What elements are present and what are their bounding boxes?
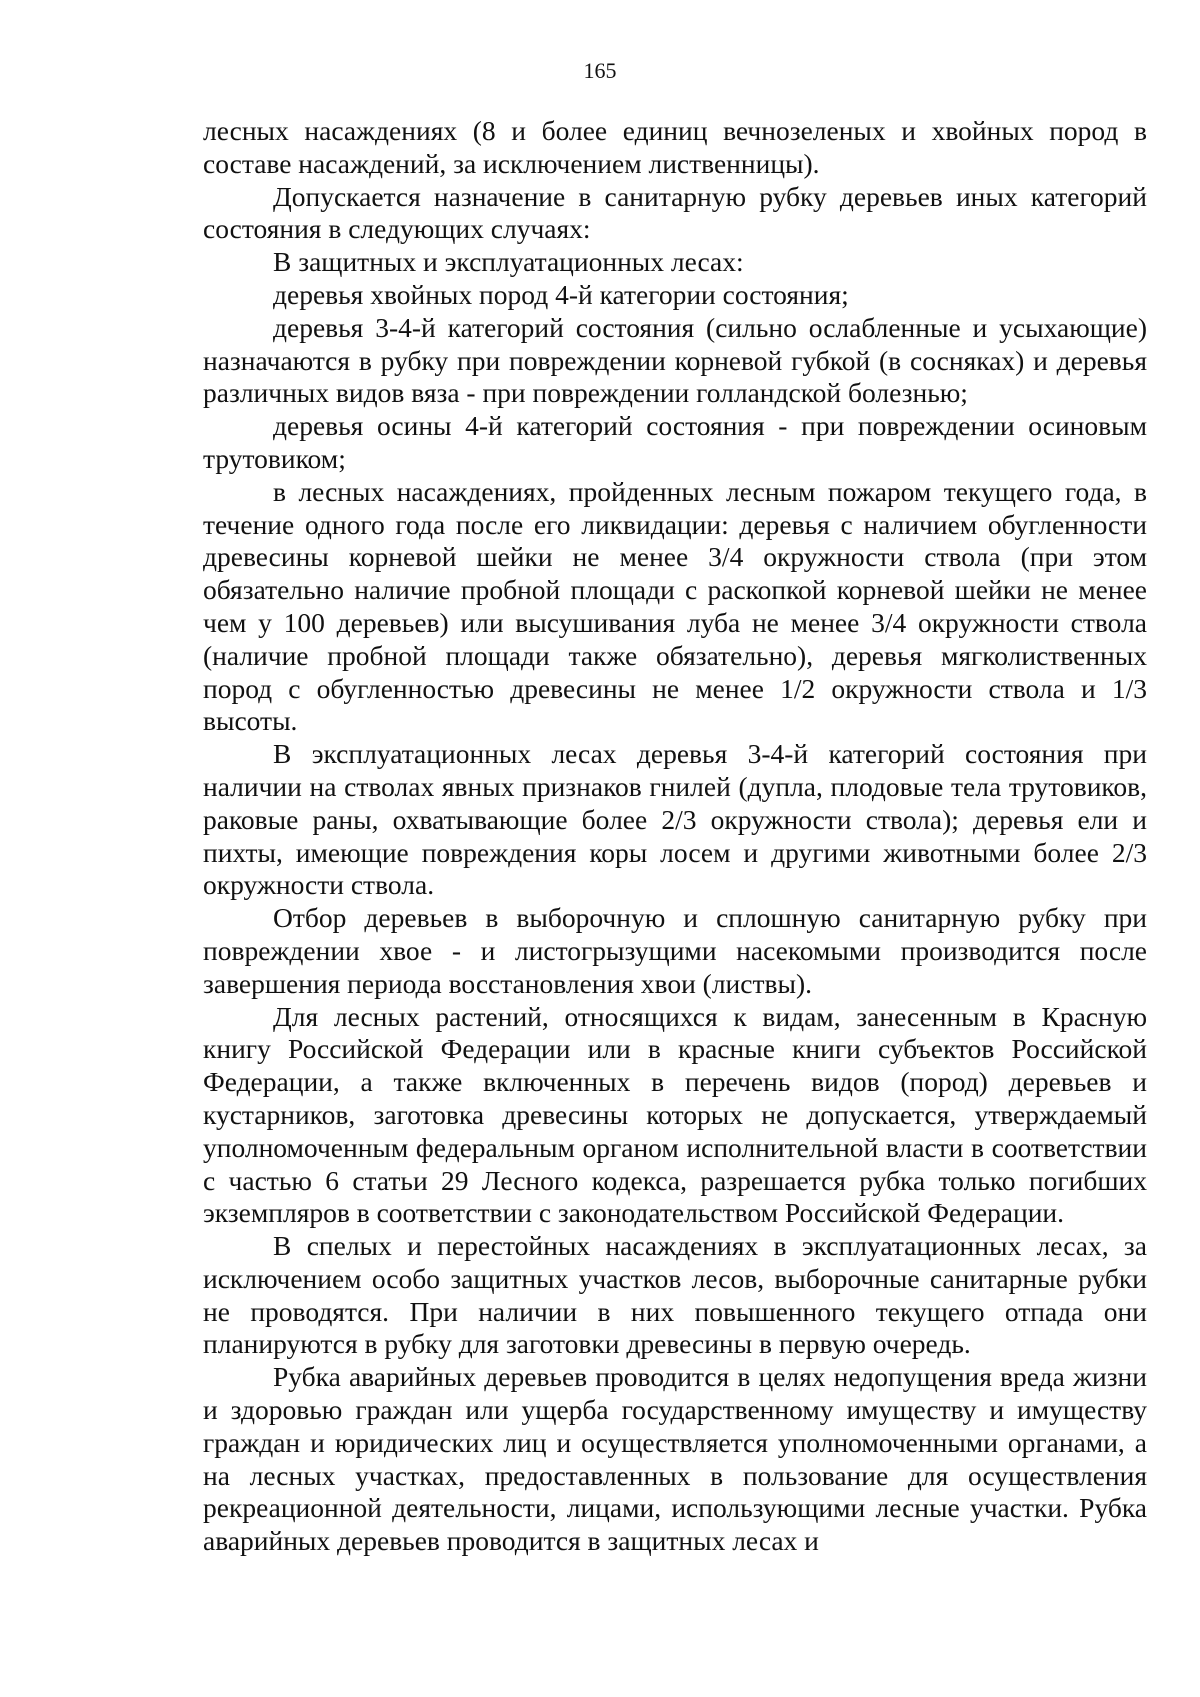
document-body xyxy=(203,115,1147,1558)
paragraph: В спелых и перестойных насаждениях в эксплуатационных лесах, за исключением особо защитных участков лесов, выборочные санитарные рубки не проводятся. При наличии в них повышенного текущего отпада они планируются в рубку для заготовки древесины в первую очередь. xyxy=(203,1230,1147,1360)
paragraph: в лесных насаждениях, пройденных лесным пожаром текущего года, в течение одного года после его ликвидации: деревья с наличием обугленности древесины корневой шейки не менее 3/4 окружности ствола (при этом обязательно наличие пробной площади с раскопкой корневой шейки не менее чем у 100 деревьев) или высушивания луба не менее 3/4 окружности ствола (наличие пробной площади также обязательно), деревья мягколиственных пород с обугленностью древесины не менее 1/2 окружности ствола и 1/3 высоты. xyxy=(203,475,1147,737)
paragraph-continuation: лесных насаждениях (8 и более единиц вечнозеленых и хвойных пород в составе насаждений, за исключением лиственницы). xyxy=(203,115,1147,179)
paragraph: Рубка аварийных деревьев проводится в целях недопущения вреда жизни и здоровью граждан или ущерба государственному имуществу и имуществу граждан и юридических лиц и осуществляется уполномоченными органами, а на лесных участках, предоставленных в пользование для осуществления рекреационной деятельности, лицами, использующими лесные участки. Рубка аварийных деревьев проводится в защитных лесах и xyxy=(203,1361,1147,1557)
paragraph: деревья осины 4-й категорий состояния - при повреждении осиновым трутовиком; xyxy=(203,410,1147,474)
paragraph: деревья хвойных пород 4-й категории состояния; xyxy=(273,278,849,310)
paragraph: Допускается назначение в санитарную рубку деревьев иных категорий состояния в следующих случаях: xyxy=(203,180,1147,245)
paragraph: В эксплуатационных лесах деревья 3-4-й категорий состояния при наличии на стволах явных признаков гнилей (дупла, плодовые тела трутовиков, раковые раны, охватывающие более 2/3 окружности ствола); деревья ели и пихты, имеющие повреждения коры лосем и другими животными более 2/3 окружности ствола. xyxy=(203,738,1147,901)
page-number: 165 xyxy=(583,58,617,83)
paragraph: деревья 3-4-й категорий состояния (сильно ослабленные и усыхающие) назначаются в рубку при повреждении корневой губкой (в сосняках) и деревья различных видов вяза - при повреждении голландской болезнью; xyxy=(203,311,1147,409)
paragraph: В защитных и эксплуатационных лесах: xyxy=(273,246,744,278)
paragraph: Отбор деревьев в выборочную и сплошную санитарную рубку при повреждении хвое - и листогрызущими насекомыми производится после завершения периода восстановления хвои (листвы). xyxy=(203,902,1147,999)
paragraph: Для лесных растений, относящихся к видам, занесенным в Красную книгу Российской Федерации или в красные книги субъектов Российской Федерации, а также включенных в перечень видов (пород) деревьев и кустарников, заготовка древесины которых не допускается, утверждаемый уполномоченным федеральным органом исполнительной власти в соответствии с частью 6 статьи 29 Лесного кодекса, разрешается рубка только погибших экземпляров в соответствии с законодательством Российской Федерации. xyxy=(203,1000,1147,1229)
